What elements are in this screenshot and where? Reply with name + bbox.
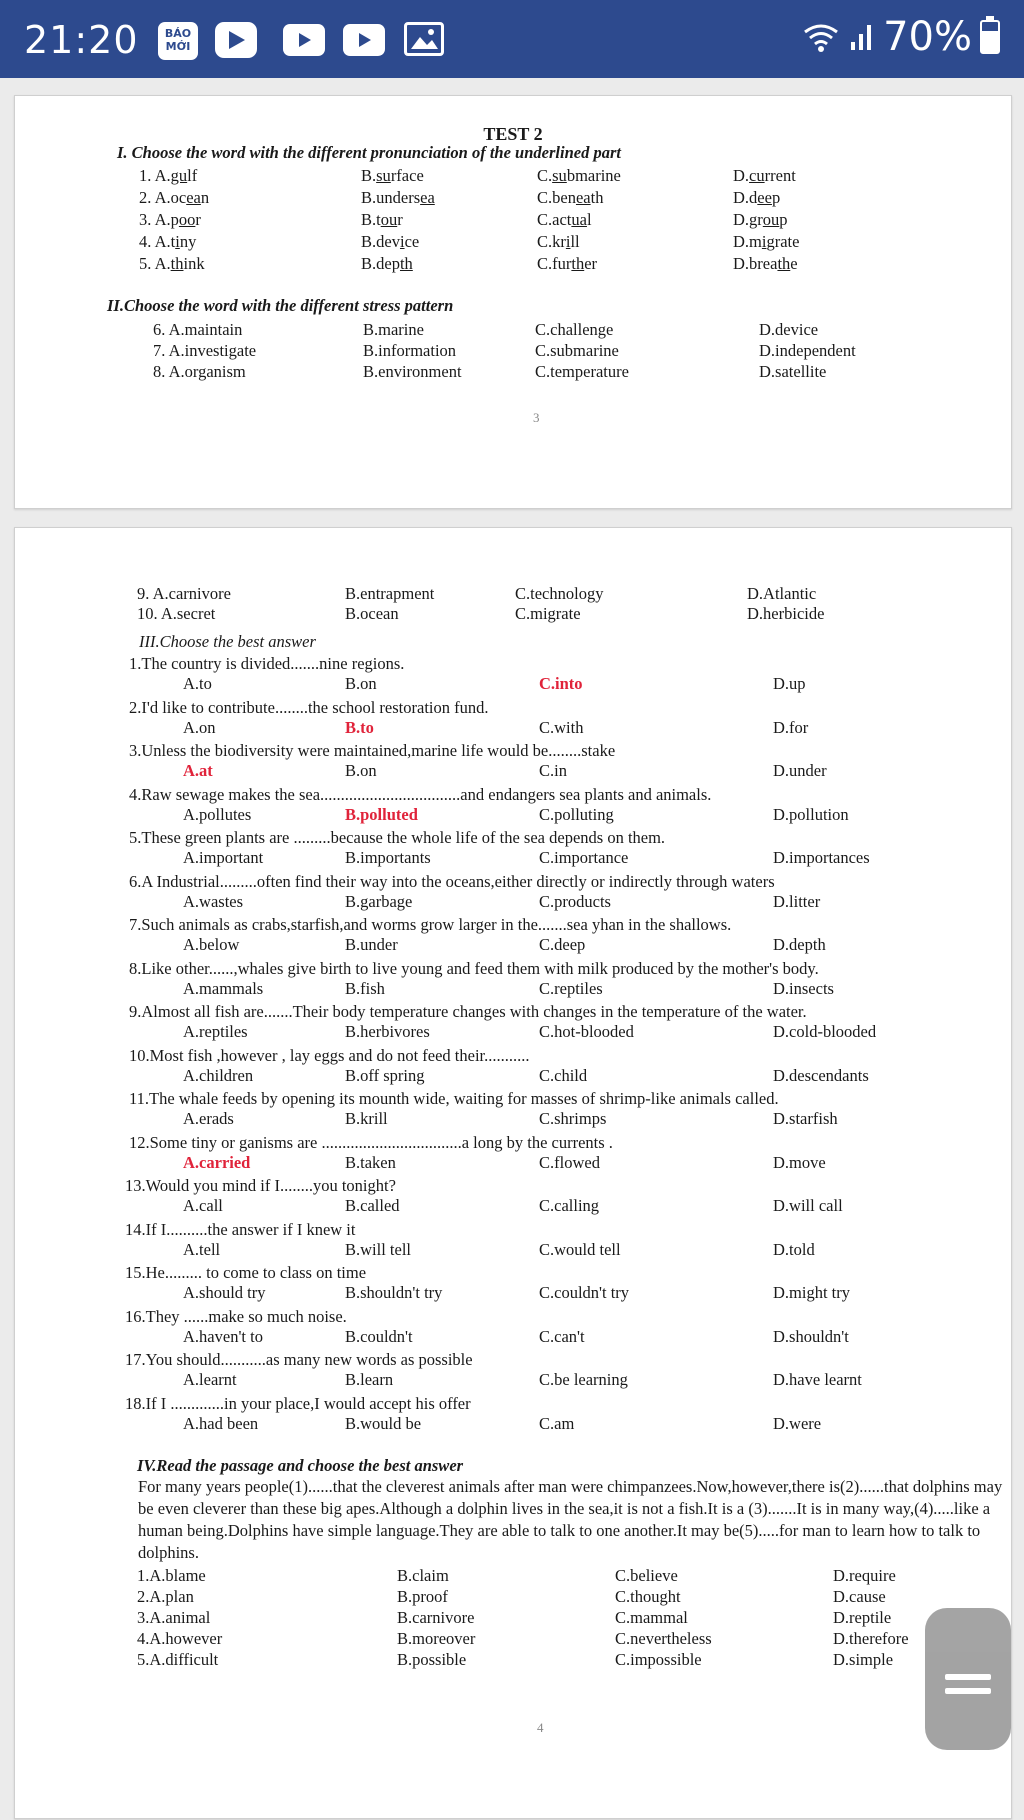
question-stem: 13.Would you mind if I........you tonight? — [125, 1176, 396, 1195]
answer-option: 2. A.ocean — [139, 188, 210, 207]
answer-option: C.submarine — [537, 166, 621, 185]
answer-option[interactable]: 2.A.plan — [137, 1587, 194, 1606]
answer-option[interactable]: D.move — [773, 1152, 826, 1172]
answer-option[interactable]: D.under — [773, 761, 827, 780]
answer-option: C.challenge — [535, 320, 614, 339]
answer-option[interactable]: D.up — [773, 674, 806, 693]
battery-icon — [980, 20, 1000, 54]
answer-option[interactable]: A.reptiles — [183, 1022, 248, 1041]
question-stem: 14.If I..........the answer if I knew it — [125, 1219, 356, 1239]
answer-option: B.device — [361, 232, 420, 251]
answer-option[interactable]: D.therefore — [833, 1629, 909, 1648]
answer-option: 3. A.poor — [139, 210, 201, 229]
answer-option: 5. A.think — [139, 254, 205, 273]
answer-option: 4. A.tiny — [139, 232, 197, 251]
answer-option[interactable]: C.importance — [539, 848, 629, 867]
answer-option[interactable]: B.called — [345, 1196, 400, 1215]
answer-option[interactable]: C.nevertheless — [615, 1629, 712, 1648]
question-stem: 5.These green plants are .........because the whole life of the sea depends on them. — [129, 828, 666, 847]
document-page-4[interactable] — [14, 527, 1012, 1819]
question-stem: 15.He......... to come to class on time — [125, 1263, 367, 1282]
answer-option: D.migrate — [733, 232, 800, 251]
question-stem: 3.Unless the biodiversity were maintained,marine life would be........stake — [129, 741, 616, 760]
answer-option[interactable]: D.pollution — [773, 804, 849, 824]
answer-option: 6. A.maintain — [153, 320, 243, 339]
answer-option: B.tour — [361, 210, 403, 229]
question-stem: 11.The whale feeds by opening its mounth wide, waiting for masses of shrimp-like animals called. — [129, 1089, 779, 1108]
answer-option: C.migrate — [515, 604, 581, 623]
answer-option[interactable]: B.to — [345, 717, 374, 737]
answer-option[interactable]: 3.A.animal — [137, 1608, 211, 1627]
answer-option[interactable]: D.will call — [773, 1196, 843, 1215]
answer-option[interactable]: C.mammal — [615, 1608, 688, 1627]
answer-option: B.ocean — [345, 604, 399, 623]
status-bar — [0, 0, 1024, 78]
page-number: 3 — [533, 410, 540, 425]
answer-option[interactable]: C.calling — [539, 1196, 600, 1215]
answer-option: B.marine — [363, 320, 424, 339]
answer-option[interactable]: B.possible — [397, 1650, 467, 1669]
signal-icon — [849, 22, 875, 52]
answer-option[interactable]: D.have learnt — [773, 1370, 862, 1389]
answer-option[interactable]: B.proof — [397, 1587, 448, 1606]
answer-option[interactable]: C.in — [539, 761, 567, 780]
section-heading: I. Choose the word with the different pronunciation of the underlined part — [117, 143, 621, 162]
answer-option: B.information — [363, 341, 457, 360]
answer-option[interactable]: A.call — [183, 1196, 223, 1215]
answer-option[interactable]: A.to — [183, 674, 212, 693]
answer-option[interactable]: A.pollutes — [183, 804, 252, 824]
document-page-3[interactable] — [14, 95, 1012, 509]
answer-option[interactable]: D.told — [773, 1239, 815, 1259]
answer-option[interactable]: D.litter — [773, 891, 821, 911]
clock: 21:20 — [24, 18, 139, 62]
answer-option: B.environment — [363, 362, 462, 381]
answer-option: D.device — [759, 320, 819, 339]
answer-option[interactable]: D.starfish — [773, 1109, 838, 1128]
answer-option[interactable]: A.wastes — [183, 891, 244, 911]
answer-option[interactable]: D.might try — [773, 1283, 850, 1302]
answer-option: 1. A.gulf — [139, 166, 198, 185]
answer-option: C.further — [537, 254, 598, 273]
answer-option[interactable]: 5.A.difficult — [137, 1650, 219, 1669]
answer-option[interactable]: B.learn — [345, 1370, 394, 1389]
question-stem: 10.Most fish ,however , lay eggs and do not feed their........... — [129, 1045, 530, 1065]
answer-option[interactable]: C.couldn't try — [539, 1283, 630, 1302]
answer-option: C.temperature — [535, 362, 629, 381]
answer-option[interactable]: C.would tell — [539, 1239, 621, 1259]
answer-option[interactable]: B.would be — [345, 1413, 422, 1433]
answer-option[interactable]: B.polluted — [345, 804, 418, 824]
answer-option[interactable]: B.moreover — [397, 1629, 476, 1648]
answer-option[interactable]: A.children — [183, 1065, 254, 1085]
answer-option[interactable]: D.importances — [773, 848, 870, 867]
answer-option: D.group — [733, 210, 788, 229]
question-stem: 9.Almost all fish are.......Their body temperature changes with changes in the temperature of the water. — [129, 1002, 807, 1021]
answer-option[interactable]: A.at — [183, 761, 213, 780]
answer-option: 9. A.carnivore — [137, 584, 231, 603]
reading-passage: For many years people(1)......that the cleverest animals after man were chimpanzees.Now,however,there is(2)......that dolphins may be even cleverer than these big apes.Although a dolphin lives in the sea,it is not a fish.It is a (3).......It is in many way,(4).....like a human being.Dolphins have simple language.They are able to talk to one another.It may be(5).....for man to learn how to talk to dolphins. — [138, 1477, 1003, 1562]
test-title: TEST 2 — [483, 124, 543, 144]
wifi-icon — [801, 20, 841, 54]
answer-option[interactable]: B.shouldn't try — [345, 1283, 443, 1302]
answer-option[interactable]: B.on — [345, 761, 377, 780]
answer-option: D.Atlantic — [747, 584, 817, 603]
answer-option[interactable]: A.mammals — [183, 978, 264, 998]
answer-option: D.herbicide — [747, 604, 825, 623]
answer-option[interactable]: A.carried — [183, 1152, 251, 1172]
answer-option: 7. A.investigate — [153, 341, 257, 360]
answer-option[interactable]: C.shrimps — [539, 1109, 607, 1128]
answer-option[interactable]: A.haven't to — [183, 1326, 263, 1346]
section-heading: II.Choose the word with the different stress pattern — [107, 296, 454, 315]
answer-option[interactable]: C.hot-blooded — [539, 1022, 634, 1041]
answer-option: D.independent — [759, 341, 856, 360]
question-stem: 4.Raw sewage makes the sea..................................and endangers sea plants and animals. — [129, 784, 712, 804]
section-heading: III.Choose the best answer — [139, 632, 316, 651]
youtube-icon — [343, 24, 385, 56]
question-stem: 17.You should...........as many new words as possible — [125, 1350, 473, 1369]
answer-option[interactable]: D.cause — [833, 1587, 886, 1606]
question-stem: 1.The country is divided.......nine regions. — [129, 654, 405, 673]
answer-option[interactable]: B.herbivores — [345, 1022, 430, 1041]
youtube-icon — [283, 24, 325, 56]
answer-option[interactable]: C.can't — [539, 1326, 585, 1346]
answer-option[interactable]: B.under — [345, 935, 398, 954]
answer-option[interactable]: B.couldn't — [345, 1326, 413, 1346]
answer-option: D.current — [733, 166, 796, 185]
answer-option[interactable]: C.with — [539, 717, 584, 737]
answer-option[interactable]: B.taken — [345, 1152, 396, 1172]
answer-option: B.depth — [361, 254, 413, 273]
answer-option[interactable]: C.polluting — [539, 804, 614, 824]
answer-option: B.entrapment — [345, 584, 435, 603]
answer-option[interactable]: C.reptiles — [539, 978, 603, 998]
question-stem: 12.Some tiny or ganisms are ..................................a long by the currents . — [129, 1132, 613, 1152]
answer-option[interactable]: A.had been — [183, 1413, 259, 1433]
question-stem: 8.Like other......,whales give birth to live young and feed them with milk produced by the mother's body. — [129, 958, 819, 978]
answer-option[interactable]: D.depth — [773, 935, 826, 954]
answer-option[interactable]: C.products — [539, 891, 611, 911]
scroll-handle[interactable] — [925, 1608, 1011, 1750]
answer-option[interactable]: A.should try — [183, 1283, 266, 1302]
answer-option[interactable]: C.child — [539, 1065, 588, 1085]
answer-option[interactable]: A.tell — [183, 1239, 221, 1259]
answer-option: B.surface — [361, 166, 424, 185]
answer-option[interactable]: 4.A.however — [137, 1629, 223, 1648]
answer-option[interactable]: C.thought — [615, 1587, 681, 1606]
answer-option: C.actual — [537, 210, 592, 229]
battery-level: 70% — [883, 14, 972, 60]
answer-option[interactable]: D.descendants — [773, 1065, 869, 1085]
answer-option[interactable]: C.deep — [539, 935, 586, 954]
answer-option[interactable]: D.shouldn't — [773, 1326, 849, 1346]
answer-option: B.undersea — [361, 188, 435, 207]
answer-option[interactable]: D.cold-blooded — [773, 1022, 877, 1041]
answer-option[interactable]: B.fish — [345, 978, 385, 998]
answer-option[interactable]: C.impossible — [615, 1650, 702, 1669]
answer-option[interactable]: C.into — [539, 674, 583, 693]
answer-option[interactable]: B.importants — [345, 848, 431, 867]
answer-option[interactable]: B.claim — [397, 1566, 449, 1585]
answer-option[interactable]: A.below — [183, 935, 240, 954]
answer-option[interactable]: D.reptile — [833, 1608, 892, 1627]
answer-option[interactable]: C.be learning — [539, 1370, 628, 1389]
answer-option[interactable]: B.carnivore — [397, 1608, 475, 1627]
answer-option: D.satellite — [759, 362, 827, 381]
answer-option: D.breathe — [733, 254, 798, 273]
answer-option: C.krill — [537, 232, 580, 251]
answer-option[interactable]: A.erads — [183, 1109, 234, 1128]
answer-option: C.technology — [515, 584, 604, 603]
page-number: 4 — [537, 1720, 544, 1735]
question-stem: 16.They ......make so much noise. — [125, 1306, 347, 1326]
answer-option[interactable]: A.important — [183, 848, 264, 867]
answer-option: 8. A.organism — [153, 362, 246, 381]
play-icon — [215, 22, 257, 58]
answer-option: D.deep — [733, 188, 781, 207]
answer-option[interactable]: A.on — [183, 717, 216, 737]
answer-option[interactable]: D.were — [773, 1413, 822, 1433]
question-stem: 18.If I .............in your place,I would accept his offer — [125, 1393, 471, 1413]
answer-option[interactable]: B.off spring — [345, 1065, 425, 1085]
answer-option: C.beneath — [537, 188, 604, 207]
answer-option[interactable]: 1.A.blame — [137, 1566, 206, 1585]
answer-option: 10. A.secret — [137, 604, 216, 623]
answer-option[interactable]: D.insects — [773, 978, 834, 998]
answer-option[interactable]: A.learnt — [183, 1370, 237, 1389]
question-stem: 2.I'd like to contribute........the school restoration fund. — [129, 697, 489, 717]
section-heading: IV.Read the passage and choose the best answer — [137, 1456, 464, 1475]
answer-option[interactable]: C.flowed — [539, 1152, 600, 1172]
answer-option[interactable]: C.believe — [615, 1566, 678, 1585]
answer-option[interactable]: B.will tell — [345, 1239, 411, 1259]
answer-option[interactable]: D.require — [833, 1566, 896, 1585]
answer-option[interactable]: B.krill — [345, 1109, 388, 1128]
gallery-icon — [404, 22, 444, 56]
answer-option[interactable]: D.for — [773, 717, 809, 737]
answer-option: C.submarine — [535, 341, 619, 360]
question-stem: 7.Such animals as crabs,starfish,and worms grow larger in the.......sea yhan in the shallows. — [129, 915, 732, 934]
answer-option[interactable]: B.garbage — [345, 891, 413, 911]
question-stem: 6.A Industrial.........often find their way into the oceans,either directly or indirectly through waters — [129, 871, 775, 891]
answer-option[interactable]: C.am — [539, 1413, 575, 1433]
answer-option[interactable]: B.on — [345, 674, 377, 693]
answer-option[interactable]: D.simple — [833, 1650, 894, 1669]
bao-moi-icon: BÁO MỚI — [158, 22, 198, 60]
